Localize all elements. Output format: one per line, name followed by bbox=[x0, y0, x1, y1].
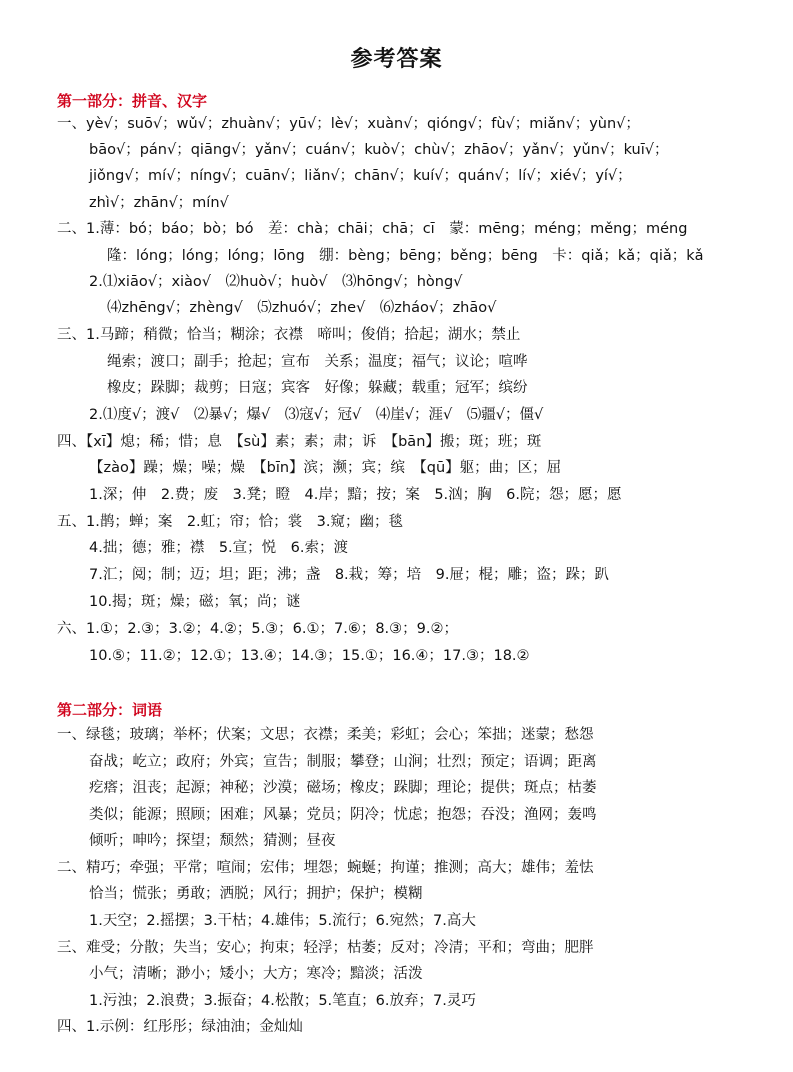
answer-line: 一、yè√；suō√；wǔ√；zhuàn√；yū√；lè√；xuàn√；qióng√；fù√；miǎn√；yùn√； bbox=[57, 116, 640, 132]
answer-line: 小气；清晰；渺小；矮小；大方；寒冷；黯淡；活泼 bbox=[89, 966, 423, 982]
page-title: 参考答案 bbox=[350, 47, 443, 72]
answer-line: 1.天空；2.摇摆；3.干枯；4.雄伟；5.流行；6.宛然；7.高大 bbox=[89, 913, 476, 929]
answer-line: 五、1.鹊；蝉；案 2.虹；帘；恰；裳 3.窥；幽；毯 bbox=[57, 514, 404, 530]
answer-line: 六、1.①；2.③；3.②；4.②；5.③；6.①；7.⑥；8.③；9.②； bbox=[57, 621, 459, 637]
answer-line: 类似；能源；照顾；困难；风暴；党员；阴冷；忧虑；抱怨；吞没；渔网；轰鸣 bbox=[89, 807, 597, 823]
answer-line: 1.污浊；2.浪费；3.振奋；4.松散；5.笔直；6.放弃；7.灵巧 bbox=[89, 993, 476, 1009]
answer-line: 二、1.薄：bó；báo；bò；bó 差：chà；chāi；chā；cī 蒙：mēng；méng；měng；méng bbox=[57, 221, 688, 237]
answer-line: 4.拙；德；雅；襟 5.宣；悦 6.索；渡 bbox=[89, 540, 349, 556]
answer-line: 隆：lóng；lóng；lóng；lōng 绷：bèng；bēng；běng；bēng 卡：qiǎ；kǎ；qiǎ；kǎ bbox=[107, 248, 704, 264]
answer-line: 绳索；渡口；副手；抢起；宣布 关系；温度；福气；议论；喧哗 bbox=[107, 354, 528, 370]
answer-line: bāo√；pán√；qiāng√；yǎn√；cuán√；kuò√；chù√；zhāo√；yǎn√；yǔn√；kuī√； bbox=[89, 142, 669, 158]
answer-line: 四、【xī】熄；稀；惜；息 【sù】素；素；肃；诉 【bān】搬；斑；班；斑 bbox=[57, 434, 542, 450]
answer-line: 10.揭；斑；燥；磁；氧；尚；谜 bbox=[89, 594, 301, 610]
answer-line: 【zào】躁；燥；噪；燥 【bīn】滨；濒；宾；缤 【qū】躯；曲；区；屈 bbox=[89, 460, 562, 476]
answer-line: 2.⑴xiāo√；xiào√ ⑵huò√；huò√ ⑶hōng√；hòng√ bbox=[89, 274, 463, 290]
section-heading-part2: 第二部分：词语 bbox=[57, 701, 163, 719]
answer-line: 1.深；伸 2.费；废 3.凳；瞪 4.岸；黯；按；案 5.汹；胸 6.院；怨；愿；愿 bbox=[89, 487, 622, 503]
answer-line: 疙瘩；沮丧；起源；神秘；沙漠；磁场；橡皮；跺脚；理论；提供；斑点；枯萎 bbox=[89, 780, 597, 796]
answer-line: 2.⑴度√；渡√ ⑵暴√；爆√ ⑶寇√；冠√ ⑷崖√；涯√ ⑸疆√；僵√ bbox=[89, 407, 544, 423]
answer-line: jiǒng√；mí√；níng√；cuān√；liǎn√；chān√；kuí√；quán√；lí√；xié√；yí√； bbox=[89, 168, 632, 184]
answer-line: 恰当；慌张；勇敢；洒脱；风行；拥护；保护；模糊 bbox=[89, 886, 423, 902]
answer-line: ⑷zhēng√；zhèng√ ⑸zhuó√；zhe√ ⑹zháo√；zhāo√ bbox=[107, 300, 497, 316]
answer-line: 10.⑤；11.②；12.①；13.④；14.③；15.①；16.④；17.③；18.② bbox=[89, 648, 530, 664]
answer-line: 7.汇；阅；制；迈；坦；距；沸；盏 8.栽；筹；培 9.屉；棍；雕；盗；跺；趴 bbox=[89, 567, 610, 583]
answer-line: 奋战；屹立；政府；外宾；宣告；制服；攀登；山涧；壮烈；预定；语调；距离 bbox=[89, 754, 597, 770]
answer-line: 倾听；呻吟；探望；颓然；猜测；昼夜 bbox=[89, 833, 336, 849]
answer-line: 四、1.示例：红彤彤；绿油油；金灿灿 bbox=[57, 1019, 303, 1035]
answer-line: 二、精巧；牵强；平常；喧闹；宏伟；埋怨；蜿蜒；拘谨；推测；高大；雄伟；羞怯 bbox=[57, 860, 594, 876]
answer-line: zhì√；zhān√；mín√ bbox=[89, 195, 229, 211]
answer-line: 三、难受；分散；失当；安心；拘束；轻浮；枯萎；反对；冷清；平和；弯曲；肥胖 bbox=[57, 940, 594, 956]
answer-line: 橡皮；跺脚；裁剪；日寇；宾客 好像；躲藏；载重；冠军；缤纷 bbox=[107, 380, 528, 396]
section-heading-part1: 第一部分：拼音、汉字 bbox=[57, 92, 208, 110]
answer-line: 三、1.马蹄；稍微；恰当；糊涂；衣襟 啼叫；俊俏；拾起；湖水；禁止 bbox=[57, 327, 521, 343]
answer-line: 一、绿毯；玻璃；举杯；伏案；文思；衣襟；柔美；彩虹；会心；笨拙；迷蒙；愁怨 bbox=[57, 727, 594, 743]
